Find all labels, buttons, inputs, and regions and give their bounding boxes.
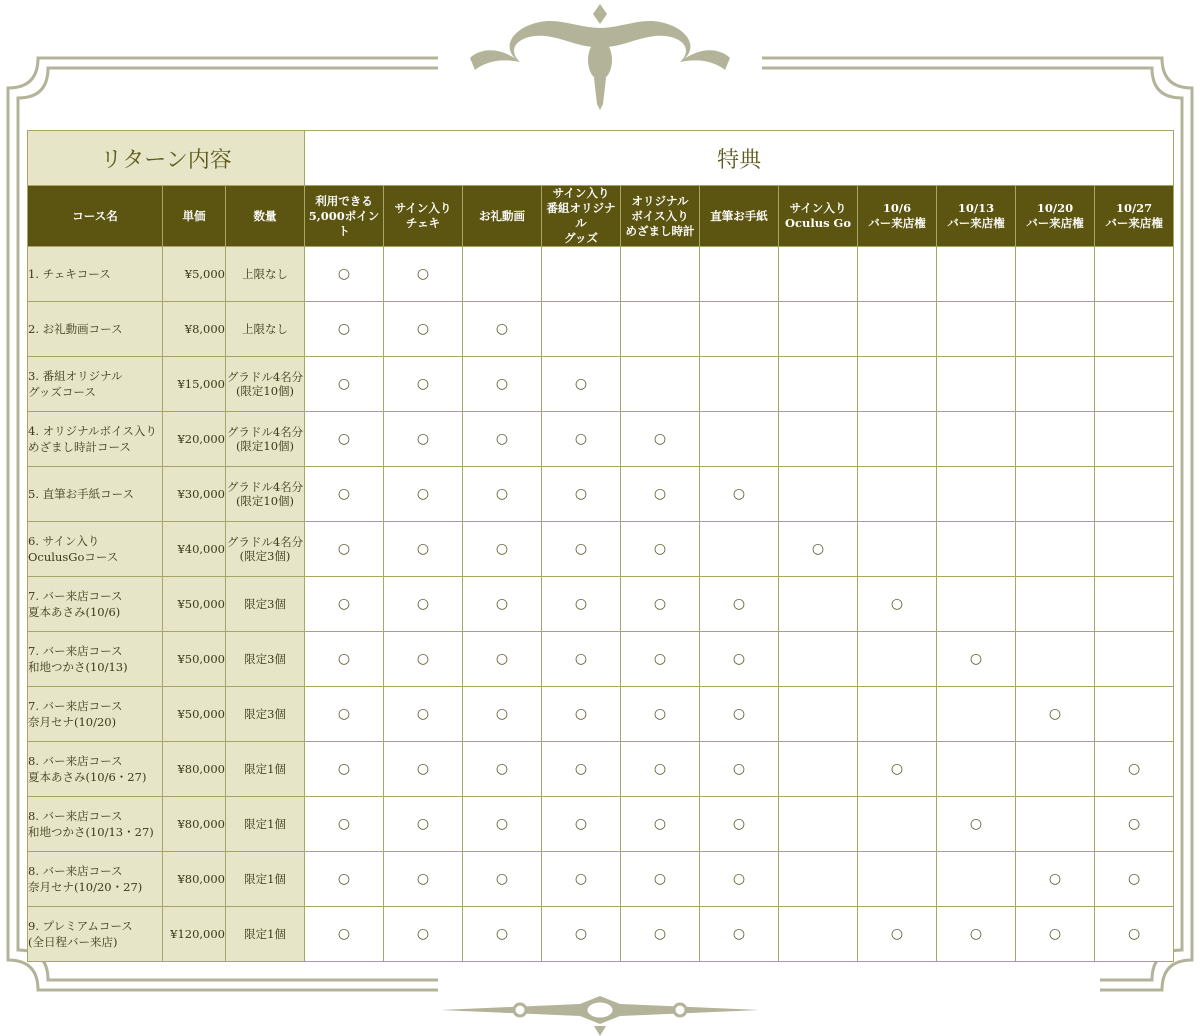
benefit-included-mark: ○ xyxy=(305,247,384,302)
benefit-included-mark: ○ xyxy=(384,412,463,467)
course-name: 2. お礼動画コース xyxy=(28,302,163,357)
benefit-cell xyxy=(700,357,779,412)
benefit-included-mark: ○ xyxy=(384,577,463,632)
benefit-cell xyxy=(1016,742,1095,797)
table-body xyxy=(28,247,1174,962)
benefit-cell xyxy=(1095,577,1174,632)
benefit-cell xyxy=(1016,522,1095,577)
benefit-cell xyxy=(779,797,858,852)
benefit-cell xyxy=(779,907,858,962)
benefit-cell xyxy=(542,247,621,302)
benefit-cell xyxy=(858,797,937,852)
course-name: 6. サイン入り OculusGoコース xyxy=(28,522,163,577)
benefit-included-mark: ○ xyxy=(384,742,463,797)
column-header: 単価 xyxy=(163,186,226,247)
benefit-included-mark: ○ xyxy=(858,577,937,632)
course-quantity: 限定1個 xyxy=(226,797,305,852)
benefit-cell xyxy=(463,247,542,302)
benefit-included-mark: ○ xyxy=(384,467,463,522)
benefit-included-mark: ○ xyxy=(621,467,700,522)
benefit-cell xyxy=(1016,467,1095,522)
column-header: サイン入り チェキ xyxy=(384,186,463,247)
benefit-cell xyxy=(1095,632,1174,687)
benefit-cell xyxy=(1095,687,1174,742)
benefit-included-mark: ○ xyxy=(858,742,937,797)
benefit-cell xyxy=(858,357,937,412)
benefit-cell xyxy=(937,412,1016,467)
course-price: ¥80,000 xyxy=(163,852,226,907)
benefit-included-mark: ○ xyxy=(1095,742,1174,797)
course-price: ¥80,000 xyxy=(163,797,226,852)
benefit-included-mark: ○ xyxy=(384,797,463,852)
benefit-included-mark: ○ xyxy=(463,577,542,632)
table-row xyxy=(28,577,1174,632)
course-name: 1. チェキコース xyxy=(28,247,163,302)
benefit-cell xyxy=(937,852,1016,907)
benefit-included-mark: ○ xyxy=(305,302,384,357)
course-name: 7. バー来店コース 和地つかさ(10/13) xyxy=(28,632,163,687)
benefit-included-mark: ○ xyxy=(1016,687,1095,742)
benefit-included-mark: ○ xyxy=(621,577,700,632)
benefit-included-mark: ○ xyxy=(305,577,384,632)
benefit-cell xyxy=(779,687,858,742)
benefit-cell xyxy=(937,357,1016,412)
benefit-cell xyxy=(858,852,937,907)
benefit-included-mark: ○ xyxy=(463,302,542,357)
column-header: 10/20 バー来店権 xyxy=(1016,186,1095,247)
benefit-included-mark: ○ xyxy=(858,907,937,962)
benefit-cell xyxy=(1016,632,1095,687)
column-header: コース名 xyxy=(28,186,163,247)
table-row xyxy=(28,357,1174,412)
course-price: ¥50,000 xyxy=(163,577,226,632)
course-price: ¥20,000 xyxy=(163,412,226,467)
benefit-cell xyxy=(858,302,937,357)
benefit-included-mark: ○ xyxy=(1095,797,1174,852)
benefit-cell xyxy=(1016,577,1095,632)
benefit-cell xyxy=(1095,302,1174,357)
benefit-cell xyxy=(858,687,937,742)
benefit-cell xyxy=(700,522,779,577)
benefit-cell xyxy=(937,522,1016,577)
course-price: ¥120,000 xyxy=(163,907,226,962)
benefit-cell xyxy=(779,632,858,687)
benefits-heading: 特典 xyxy=(305,131,1174,186)
table-row xyxy=(28,302,1174,357)
benefit-included-mark: ○ xyxy=(700,632,779,687)
course-price: ¥40,000 xyxy=(163,522,226,577)
benefit-included-mark: ○ xyxy=(305,412,384,467)
benefit-included-mark: ○ xyxy=(1016,907,1095,962)
benefit-included-mark: ○ xyxy=(305,797,384,852)
course-price: ¥15,000 xyxy=(163,357,226,412)
benefit-cell xyxy=(779,357,858,412)
benefit-included-mark: ○ xyxy=(542,357,621,412)
benefit-included-mark: ○ xyxy=(305,687,384,742)
benefit-included-mark: ○ xyxy=(621,797,700,852)
benefit-cell xyxy=(779,247,858,302)
benefit-included-mark: ○ xyxy=(305,742,384,797)
benefit-included-mark: ○ xyxy=(1016,852,1095,907)
benefit-included-mark: ○ xyxy=(621,687,700,742)
benefit-included-mark: ○ xyxy=(700,577,779,632)
benefit-cell xyxy=(779,852,858,907)
returns-table xyxy=(27,130,1174,962)
table-row xyxy=(28,412,1174,467)
benefit-cell xyxy=(937,687,1016,742)
benefit-cell xyxy=(700,302,779,357)
course-name: 8. バー来店コース 夏本あさみ(10/6・27) xyxy=(28,742,163,797)
table-row xyxy=(28,852,1174,907)
course-price: ¥80,000 xyxy=(163,742,226,797)
column-header: 直筆お手紙 xyxy=(700,186,779,247)
benefit-cell xyxy=(1095,357,1174,412)
benefit-included-mark: ○ xyxy=(542,632,621,687)
course-name: 4. オリジナルボイス入り めざまし時計コース xyxy=(28,412,163,467)
benefit-cell xyxy=(1095,467,1174,522)
benefit-cell xyxy=(621,357,700,412)
table-row xyxy=(28,247,1174,302)
course-name: 7. バー来店コース 夏本あさみ(10/6) xyxy=(28,577,163,632)
bottom-ornament-icon xyxy=(440,996,760,1036)
table-row xyxy=(28,687,1174,742)
benefit-cell xyxy=(858,467,937,522)
benefit-included-mark: ○ xyxy=(621,852,700,907)
benefit-included-mark: ○ xyxy=(305,852,384,907)
benefit-included-mark: ○ xyxy=(384,357,463,412)
benefit-included-mark: ○ xyxy=(305,467,384,522)
column-header: 利用できる 5,000ポイント xyxy=(305,186,384,247)
column-header: お礼動画 xyxy=(463,186,542,247)
benefit-included-mark: ○ xyxy=(384,687,463,742)
benefit-cell xyxy=(779,412,858,467)
benefit-included-mark: ○ xyxy=(463,412,542,467)
benefit-cell xyxy=(1016,302,1095,357)
top-ornament-icon xyxy=(470,4,730,110)
benefit-included-mark: ○ xyxy=(542,852,621,907)
benefit-included-mark: ○ xyxy=(700,687,779,742)
table-row xyxy=(28,742,1174,797)
return-content-heading: リターン内容 xyxy=(28,131,305,186)
table-row xyxy=(28,632,1174,687)
course-price: ¥8,000 xyxy=(163,302,226,357)
course-quantity: 上限なし xyxy=(226,302,305,357)
course-name: 7. バー来店コース 奈月セナ(10/20) xyxy=(28,687,163,742)
course-price: ¥30,000 xyxy=(163,467,226,522)
benefit-cell xyxy=(621,247,700,302)
course-name: 9. プレミアムコース (全日程バー来店) xyxy=(28,907,163,962)
benefit-included-mark: ○ xyxy=(542,522,621,577)
course-quantity: 限定3個 xyxy=(226,687,305,742)
benefit-cell xyxy=(779,467,858,522)
benefit-cell xyxy=(779,577,858,632)
benefit-included-mark: ○ xyxy=(463,797,542,852)
benefit-included-mark: ○ xyxy=(463,467,542,522)
benefit-included-mark: ○ xyxy=(463,632,542,687)
benefit-included-mark: ○ xyxy=(463,687,542,742)
benefit-cell xyxy=(937,577,1016,632)
benefit-cell xyxy=(700,412,779,467)
course-quantity: 限定3個 xyxy=(226,632,305,687)
benefit-included-mark: ○ xyxy=(463,357,542,412)
benefit-cell xyxy=(779,742,858,797)
benefit-cell xyxy=(858,412,937,467)
course-name: 3. 番組オリジナル グッズコース xyxy=(28,357,163,412)
benefit-cell xyxy=(621,302,700,357)
course-price: ¥50,000 xyxy=(163,687,226,742)
course-name: 8. バー来店コース 和地つかさ(10/13・27) xyxy=(28,797,163,852)
benefit-cell xyxy=(779,302,858,357)
benefit-included-mark: ○ xyxy=(621,522,700,577)
column-header: 10/13 バー来店権 xyxy=(937,186,1016,247)
benefit-cell xyxy=(858,247,937,302)
course-quantity: 限定3個 xyxy=(226,577,305,632)
column-header: サイン入り 番組オリジナル グッズ xyxy=(542,186,621,247)
benefit-included-mark: ○ xyxy=(384,632,463,687)
benefit-cell xyxy=(542,302,621,357)
benefit-included-mark: ○ xyxy=(542,412,621,467)
course-price: ¥5,000 xyxy=(163,247,226,302)
benefit-included-mark: ○ xyxy=(384,302,463,357)
benefit-included-mark: ○ xyxy=(463,742,542,797)
benefit-included-mark: ○ xyxy=(463,907,542,962)
benefit-included-mark: ○ xyxy=(384,247,463,302)
benefit-cell xyxy=(1095,247,1174,302)
benefit-cell xyxy=(1095,522,1174,577)
table-row xyxy=(28,797,1174,852)
course-quantity: 限定1個 xyxy=(226,907,305,962)
benefit-cell xyxy=(1016,412,1095,467)
benefit-included-mark: ○ xyxy=(700,467,779,522)
column-header-row xyxy=(28,186,1174,247)
column-header: 10/6 バー来店権 xyxy=(858,186,937,247)
benefit-included-mark: ○ xyxy=(305,357,384,412)
benefit-included-mark: ○ xyxy=(384,522,463,577)
table-row xyxy=(28,907,1174,962)
benefit-cell xyxy=(1095,412,1174,467)
benefit-included-mark: ○ xyxy=(542,907,621,962)
benefit-included-mark: ○ xyxy=(384,852,463,907)
course-price: ¥50,000 xyxy=(163,632,226,687)
benefit-included-mark: ○ xyxy=(621,412,700,467)
benefit-cell xyxy=(1016,357,1095,412)
benefit-included-mark: ○ xyxy=(384,907,463,962)
benefit-included-mark: ○ xyxy=(305,632,384,687)
course-quantity: グラドル4名分 (限定10個) xyxy=(226,357,305,412)
column-header: サイン入り Oculus Go xyxy=(779,186,858,247)
benefit-cell xyxy=(700,247,779,302)
column-header: 数量 xyxy=(226,186,305,247)
column-header: オリジナル ボイス入り めざまし時計 xyxy=(621,186,700,247)
benefit-cell xyxy=(858,632,937,687)
benefit-included-mark: ○ xyxy=(463,522,542,577)
benefit-included-mark: ○ xyxy=(463,852,542,907)
course-name: 5. 直筆お手紙コース xyxy=(28,467,163,522)
benefit-cell xyxy=(937,302,1016,357)
benefit-included-mark: ○ xyxy=(542,687,621,742)
table-row xyxy=(28,522,1174,577)
benefit-included-mark: ○ xyxy=(542,577,621,632)
benefit-included-mark: ○ xyxy=(305,907,384,962)
course-quantity: グラドル4名分 (限定10個) xyxy=(226,412,305,467)
benefit-cell xyxy=(858,522,937,577)
benefit-included-mark: ○ xyxy=(1095,852,1174,907)
benefit-included-mark: ○ xyxy=(1095,907,1174,962)
benefit-included-mark: ○ xyxy=(937,797,1016,852)
benefit-included-mark: ○ xyxy=(700,742,779,797)
benefit-cell xyxy=(937,467,1016,522)
benefit-included-mark: ○ xyxy=(700,907,779,962)
benefit-included-mark: ○ xyxy=(621,907,700,962)
benefit-included-mark: ○ xyxy=(700,852,779,907)
benefit-included-mark: ○ xyxy=(700,797,779,852)
benefit-included-mark: ○ xyxy=(937,632,1016,687)
benefit-cell xyxy=(1016,247,1095,302)
benefit-cell xyxy=(937,742,1016,797)
table-row xyxy=(28,467,1174,522)
benefit-cell xyxy=(1016,797,1095,852)
course-quantity: グラドル4名分 (限定10個) xyxy=(226,467,305,522)
course-quantity: 上限なし xyxy=(226,247,305,302)
benefit-included-mark: ○ xyxy=(779,522,858,577)
benefit-included-mark: ○ xyxy=(542,467,621,522)
benefit-cell xyxy=(937,247,1016,302)
benefit-included-mark: ○ xyxy=(621,742,700,797)
course-quantity: 限定1個 xyxy=(226,852,305,907)
benefit-included-mark: ○ xyxy=(937,907,1016,962)
course-name: 8. バー来店コース 奈月セナ(10/20・27) xyxy=(28,852,163,907)
benefit-included-mark: ○ xyxy=(542,742,621,797)
benefit-included-mark: ○ xyxy=(305,522,384,577)
column-header: 10/27 バー来店権 xyxy=(1095,186,1174,247)
course-quantity: グラドル4名分 (限定3個) xyxy=(226,522,305,577)
benefit-included-mark: ○ xyxy=(542,797,621,852)
course-quantity: 限定1個 xyxy=(226,742,305,797)
benefit-included-mark: ○ xyxy=(621,632,700,687)
